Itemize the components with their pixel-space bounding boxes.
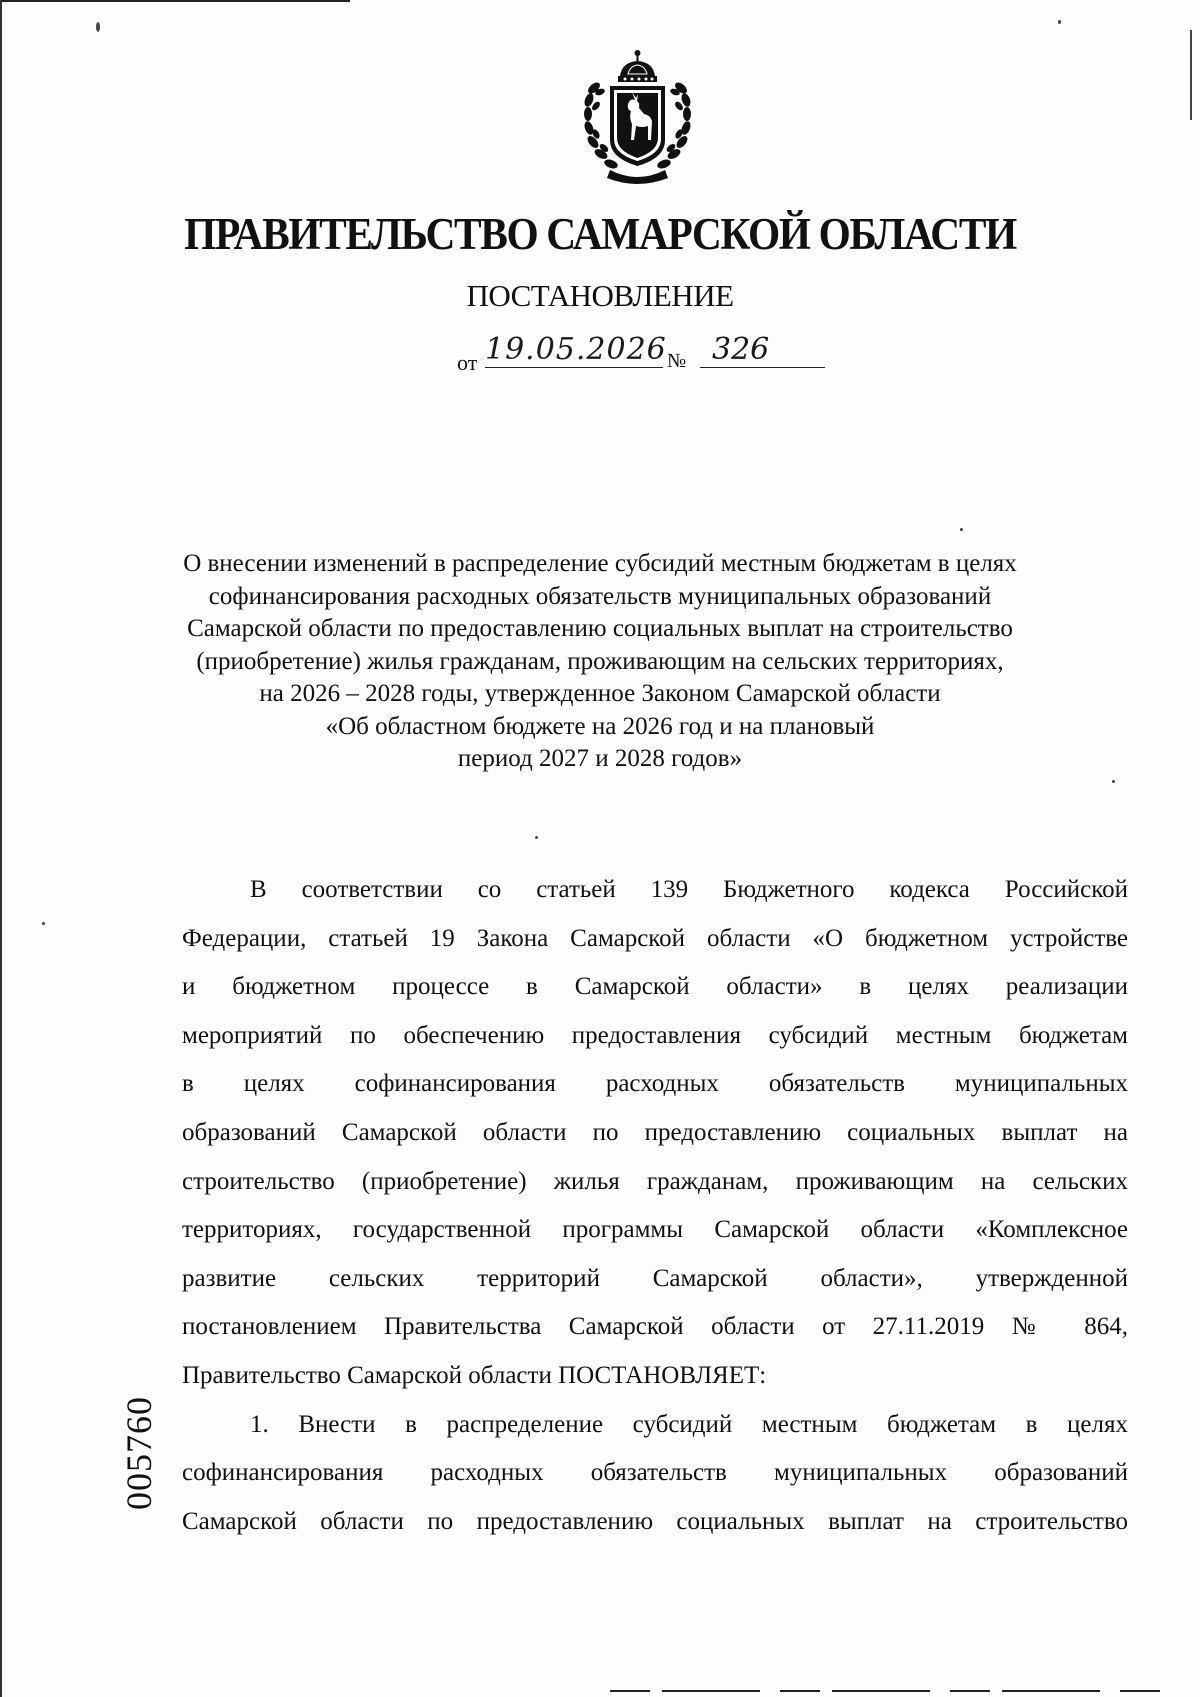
- subject-line: софинансирования расходных обязательств муниципальных образований: [208, 582, 992, 610]
- subject-line: (приобретение) жилья гражданам, проживающим на сельских территориях,: [196, 647, 1004, 675]
- subject-line: «Об областном бюджете на 2026 год и на плановый: [325, 712, 875, 740]
- subject-line: период 2027 и 2028 годов»: [457, 745, 743, 772]
- date-prefix: от: [457, 350, 478, 375]
- scan-speck: [42, 922, 45, 925]
- coat-of-arms-emblem: [580, 48, 695, 188]
- scan-speck: [1058, 20, 1061, 24]
- document-type: ПОСТАНОВЛЕНИЕ: [466, 278, 734, 313]
- body-line: образований Самарской области по предоставлению социальных выплат на: [182, 1118, 1128, 1146]
- subject-line: О внесении изменений в распределение субсидий местным бюджетам в целях: [183, 550, 1017, 577]
- scan-speck: [535, 836, 538, 839]
- scan-edge-right: [1190, 30, 1192, 120]
- document-subject: [160, 548, 1040, 776]
- scan-speck: [960, 528, 963, 531]
- scan-edge-bottom: [610, 1690, 1170, 1692]
- scan-edge-top: [0, 0, 350, 2]
- side-serial-number: 005760: [119, 1396, 159, 1510]
- body-line: постановлением Правительства Самарской области от 27.11.2019 № 864,: [182, 1313, 1128, 1341]
- body-line: строительство (приобретение) жилья гражданам, проживающим на сельских: [182, 1167, 1128, 1195]
- scan-speck: [96, 22, 100, 32]
- body-line: развитие сельских территорий Самарской области», утвержденной: [182, 1264, 1128, 1292]
- handwritten-number: 326: [700, 332, 825, 368]
- scan-edge-left: [0, 0, 2, 1697]
- scan-speck: [1112, 780, 1115, 783]
- government-title: ПРАВИТЕЛЬСТВО САМАРСКОЙ ОБЛАСТИ: [184, 209, 1016, 259]
- subject-line: на 2026 – 2028 годы, утвержденное Законом Самарской области: [259, 680, 941, 707]
- number-prefix: №: [667, 350, 687, 372]
- body-line: территориях, государственной программы Самарской области «Комплексное: [182, 1216, 1128, 1244]
- body-line: софинансирования расходных обязательств муниципальных образований: [182, 1459, 1128, 1487]
- subject-line: Самарской области по предоставлению социальных выплат на строительство: [187, 615, 1013, 642]
- body-line: 1. Внести в распределение субсидий местным бюджетам в целях: [250, 1410, 1128, 1438]
- body-line: Федерации, статьей 19 Закона Самарской области «О бюджетном устройстве: [182, 924, 1128, 952]
- body-line: в целях софинансирования расходных обязательств муниципальных: [182, 1070, 1128, 1098]
- document-body: [182, 866, 1128, 1546]
- body-line: Правительство Самарской области ПОСТАНОВЛЯЕТ:: [182, 1361, 767, 1389]
- body-line: Самарской области по предоставлению социальных выплат на строительство: [182, 1507, 1128, 1535]
- body-line: и бюджетном процессе в Самарской области» в целях реализации: [182, 973, 1128, 1001]
- handwritten-date: 19.05.2026: [485, 332, 667, 367]
- body-line: мероприятий по обеспечению предоставления субсидий местным бюджетам: [182, 1021, 1128, 1049]
- date-number-line: [455, 332, 845, 376]
- body-line: В соответствии со статьей 139 Бюджетного кодекса Российской: [250, 876, 1128, 903]
